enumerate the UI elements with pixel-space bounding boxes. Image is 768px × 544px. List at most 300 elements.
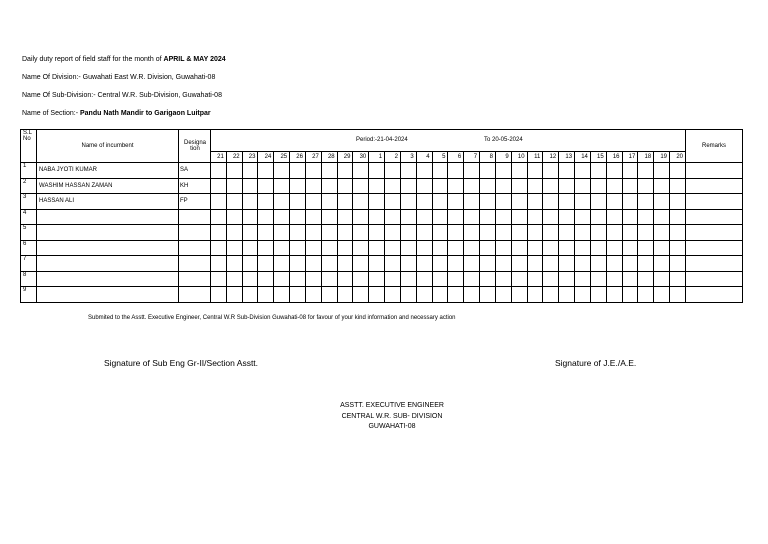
duty-cell <box>590 240 606 256</box>
duty-cell <box>606 271 622 287</box>
duty-cell <box>590 256 606 272</box>
duty-cell <box>432 287 448 303</box>
duty-cell <box>290 256 306 272</box>
duty-cell <box>464 194 480 210</box>
period-to: To 20-05-2024 <box>484 137 523 143</box>
duty-cell <box>432 256 448 272</box>
duty-cell <box>385 271 401 287</box>
duty-cell <box>670 163 686 179</box>
duty-cell <box>495 194 511 210</box>
row-remarks <box>686 240 743 256</box>
duty-cell <box>448 225 464 241</box>
report-title <box>22 56 226 63</box>
row-incumbent-name <box>37 256 179 272</box>
duty-cell <box>480 256 496 272</box>
duty-cell <box>448 240 464 256</box>
duty-cell <box>211 240 227 256</box>
col-designation-header <box>179 130 211 163</box>
row-incumbent-name: HASSAN ALI <box>37 194 179 210</box>
duty-cell <box>258 209 274 225</box>
duty-cell <box>464 209 480 225</box>
duty-cell <box>670 225 686 241</box>
duty-cell <box>511 178 527 194</box>
duty-cell <box>353 225 369 241</box>
duty-cell <box>543 240 559 256</box>
duty-cell <box>606 240 622 256</box>
duty-cell <box>274 256 290 272</box>
table-row <box>21 209 743 225</box>
row-remarks <box>686 178 743 194</box>
duty-cell <box>274 240 290 256</box>
period-header <box>211 130 686 152</box>
duty-cell <box>321 163 337 179</box>
duty-cell <box>305 256 321 272</box>
duty-cell <box>543 271 559 287</box>
duty-cell <box>400 209 416 225</box>
row-remarks <box>686 225 743 241</box>
report-title-prefix: Daily duty report of field staff for the month of <box>22 56 162 63</box>
row-designation: SA <box>179 163 211 179</box>
section-value: Pandu Nath Mandir to Garigaon Luitpar <box>79 110 211 117</box>
duty-cell <box>527 240 543 256</box>
duty-cell <box>575 163 591 179</box>
duty-cell <box>337 163 353 179</box>
duty-cell <box>559 271 575 287</box>
duty-cell <box>590 287 606 303</box>
table-row <box>21 287 743 303</box>
row-remarks <box>686 256 743 272</box>
duty-cell <box>369 271 385 287</box>
day-header-cell: 2 <box>385 152 401 163</box>
duty-cell <box>321 271 337 287</box>
duty-cell <box>638 271 654 287</box>
duty-cell <box>495 271 511 287</box>
duty-cell <box>622 271 638 287</box>
duty-cell <box>543 209 559 225</box>
day-header-cell: 16 <box>606 152 622 163</box>
duty-cell <box>369 178 385 194</box>
duty-cell <box>369 209 385 225</box>
duty-cell <box>432 271 448 287</box>
row-designation: FP <box>179 194 211 210</box>
day-header-cell: 15 <box>590 152 606 163</box>
signature-je-ae: Signature of J.E./A.E. <box>555 358 637 368</box>
duty-cell <box>305 287 321 303</box>
duty-cell <box>638 287 654 303</box>
duty-cell <box>211 178 227 194</box>
row-remarks <box>686 194 743 210</box>
duty-cell <box>590 178 606 194</box>
duty-cell <box>448 271 464 287</box>
duty-cell <box>337 194 353 210</box>
duty-cell <box>258 271 274 287</box>
duty-cell <box>226 240 242 256</box>
day-header-cell: 19 <box>654 152 670 163</box>
duty-cell <box>638 178 654 194</box>
duty-cell <box>321 178 337 194</box>
row-incumbent-name <box>37 240 179 256</box>
duty-cell <box>385 163 401 179</box>
day-header-cell: 6 <box>448 152 464 163</box>
duty-cell <box>638 163 654 179</box>
duty-cell <box>337 225 353 241</box>
day-header-cell: 30 <box>353 152 369 163</box>
duty-cell <box>242 240 258 256</box>
duty-cell <box>622 178 638 194</box>
duty-cell <box>400 178 416 194</box>
duty-cell <box>385 287 401 303</box>
row-incumbent-name: WASHIM HASSAN ZAMAN <box>37 178 179 194</box>
duty-cell <box>321 209 337 225</box>
duty-cell <box>575 178 591 194</box>
duty-cell <box>527 178 543 194</box>
duty-cell <box>305 209 321 225</box>
duty-cell <box>274 225 290 241</box>
duty-cell <box>226 178 242 194</box>
signatory-block <box>292 401 492 433</box>
duty-cell <box>606 287 622 303</box>
duty-cell <box>369 163 385 179</box>
duty-cell <box>670 256 686 272</box>
duty-cell <box>638 256 654 272</box>
duty-cell <box>495 256 511 272</box>
duty-cell <box>337 271 353 287</box>
duty-cell <box>670 209 686 225</box>
duty-cell <box>654 178 670 194</box>
duty-cell <box>226 287 242 303</box>
duty-cell <box>321 256 337 272</box>
duty-cell <box>353 194 369 210</box>
duty-cell <box>464 178 480 194</box>
duty-cell <box>416 163 432 179</box>
sub-division-name: Name Of Sub-Division:- Central W.R. Sub-Division, Guwahati-08 <box>22 92 222 99</box>
duty-cell <box>242 287 258 303</box>
duty-cell <box>226 194 242 210</box>
duty-cell <box>432 240 448 256</box>
duty-cell <box>274 209 290 225</box>
duty-cell <box>559 256 575 272</box>
table-row <box>21 256 743 272</box>
duty-cell <box>305 240 321 256</box>
duty-cell <box>606 163 622 179</box>
duty-cell <box>416 240 432 256</box>
duty-cell <box>527 225 543 241</box>
duty-cell <box>495 209 511 225</box>
duty-cell <box>290 209 306 225</box>
row-remarks <box>686 287 743 303</box>
duty-cell <box>480 240 496 256</box>
day-header-cell: 25 <box>274 152 290 163</box>
row-designation <box>179 271 211 287</box>
duty-cell <box>274 271 290 287</box>
day-header-cell: 29 <box>337 152 353 163</box>
duty-cell <box>321 194 337 210</box>
duty-cell <box>242 163 258 179</box>
duty-cell <box>480 194 496 210</box>
duty-cell <box>543 163 559 179</box>
duty-cell <box>211 287 227 303</box>
duty-cell <box>590 209 606 225</box>
duty-cell <box>242 178 258 194</box>
duty-cell <box>290 271 306 287</box>
duty-cell <box>305 163 321 179</box>
duty-cell <box>654 194 670 210</box>
row-remarks <box>686 209 743 225</box>
duty-cell <box>575 271 591 287</box>
row-sl-number: 5 <box>21 225 37 241</box>
duty-cell <box>416 287 432 303</box>
duty-cell <box>670 178 686 194</box>
duty-cell <box>400 287 416 303</box>
duty-cell <box>416 225 432 241</box>
day-header-cell: 18 <box>638 152 654 163</box>
table-row <box>21 163 743 179</box>
duty-cell <box>543 178 559 194</box>
period-from: Period:-21-04-2024 <box>356 137 408 143</box>
row-incumbent-name: NABA JYOTI KUMAR <box>37 163 179 179</box>
duty-cell <box>258 240 274 256</box>
duty-cell <box>622 194 638 210</box>
duty-cell <box>242 271 258 287</box>
duty-cell <box>511 194 527 210</box>
day-header-cell: 23 <box>242 152 258 163</box>
duty-cell <box>575 287 591 303</box>
duty-cell <box>369 194 385 210</box>
duty-cell <box>480 178 496 194</box>
table-row <box>21 178 743 194</box>
duty-cell <box>559 225 575 241</box>
row-incumbent-name <box>37 209 179 225</box>
duty-cell <box>654 225 670 241</box>
duty-cell <box>274 163 290 179</box>
day-header-cell: 22 <box>226 152 242 163</box>
duty-cell <box>337 287 353 303</box>
duty-cell <box>305 225 321 241</box>
signatory-office: CENTRAL W.R. SUB- DIVISION <box>341 412 443 420</box>
duty-cell <box>480 225 496 241</box>
duty-cell <box>337 256 353 272</box>
day-header-cell: 3 <box>400 152 416 163</box>
duty-cell <box>638 240 654 256</box>
duty-cell <box>337 240 353 256</box>
duty-cell <box>495 163 511 179</box>
row-sl-number: 9 <box>21 287 37 303</box>
col-sl-line2: No <box>23 136 31 142</box>
row-remarks <box>686 271 743 287</box>
row-designation: KH <box>179 178 211 194</box>
duty-cell <box>495 178 511 194</box>
duty-cell <box>590 194 606 210</box>
duty-cell <box>590 225 606 241</box>
duty-cell <box>543 287 559 303</box>
duty-cell <box>638 194 654 210</box>
duty-cell <box>416 209 432 225</box>
division-name: Name Of Division:- Guwahati East W.R. Division, Guwahati-08 <box>22 74 216 81</box>
duty-cell <box>258 178 274 194</box>
duty-cell <box>242 194 258 210</box>
duty-cell <box>400 271 416 287</box>
row-designation <box>179 287 211 303</box>
row-sl-number: 6 <box>21 240 37 256</box>
duty-cell <box>527 287 543 303</box>
duty-cell <box>385 225 401 241</box>
row-designation <box>179 209 211 225</box>
duty-cell <box>400 240 416 256</box>
col-sl-line1: S.L <box>23 130 33 136</box>
duty-cell <box>464 256 480 272</box>
duty-cell <box>480 287 496 303</box>
duty-cell <box>211 256 227 272</box>
signature-sub-engineer: Signature of Sub Eng Gr-II/Section Asstt. <box>104 358 259 368</box>
section-prefix: Name of Section:- <box>22 110 79 117</box>
duty-cell <box>290 178 306 194</box>
duty-cell <box>416 178 432 194</box>
duty-cell <box>226 209 242 225</box>
duty-cell <box>211 163 227 179</box>
duty-cell <box>432 225 448 241</box>
row-sl-number: 7 <box>21 256 37 272</box>
duty-cell <box>575 240 591 256</box>
duty-cell <box>211 271 227 287</box>
duty-cell <box>575 209 591 225</box>
duty-cell <box>290 240 306 256</box>
duty-cell <box>606 178 622 194</box>
duty-cell <box>305 194 321 210</box>
table-row <box>21 225 743 241</box>
duty-cell <box>385 178 401 194</box>
duty-cell <box>622 256 638 272</box>
duty-cell <box>258 194 274 210</box>
col-designation-line2: tion <box>190 146 200 152</box>
duty-cell <box>464 225 480 241</box>
duty-cell <box>543 225 559 241</box>
day-header-cell: 9 <box>495 152 511 163</box>
duty-cell <box>353 287 369 303</box>
duty-cell <box>622 225 638 241</box>
day-header-cell: 14 <box>575 152 591 163</box>
duty-cell <box>527 163 543 179</box>
duty-cell <box>638 225 654 241</box>
duty-cell <box>543 194 559 210</box>
signatory-title: ASSTT. EXECUTIVE ENGINEER <box>340 402 444 409</box>
col-sl-header <box>21 130 37 163</box>
duty-table <box>20 129 743 303</box>
duty-cell <box>606 194 622 210</box>
duty-cell <box>321 225 337 241</box>
duty-cell <box>226 256 242 272</box>
row-designation <box>179 225 211 241</box>
duty-cell <box>464 163 480 179</box>
duty-cell <box>575 256 591 272</box>
duty-cell <box>290 225 306 241</box>
duty-cell <box>242 256 258 272</box>
day-header-cell: 11 <box>527 152 543 163</box>
duty-cell <box>480 209 496 225</box>
duty-cell <box>290 163 306 179</box>
duty-cell <box>211 225 227 241</box>
duty-cell <box>274 194 290 210</box>
row-remarks <box>686 163 743 179</box>
duty-cell <box>670 287 686 303</box>
day-header-cell: 12 <box>543 152 559 163</box>
duty-cell <box>464 240 480 256</box>
duty-cell <box>258 225 274 241</box>
report-month: APRIL & MAY 2024 <box>163 56 226 63</box>
row-sl-number: 1 <box>21 163 37 179</box>
duty-cell <box>559 194 575 210</box>
duty-cell <box>543 256 559 272</box>
duty-cell <box>400 194 416 210</box>
table-row <box>21 194 743 210</box>
duty-cell <box>353 209 369 225</box>
duty-cell <box>590 163 606 179</box>
duty-cell <box>385 256 401 272</box>
duty-cell <box>242 209 258 225</box>
duty-cell <box>400 256 416 272</box>
duty-cell <box>385 194 401 210</box>
duty-cell <box>511 271 527 287</box>
day-header-cell: 17 <box>622 152 638 163</box>
duty-cell <box>400 225 416 241</box>
duty-cell <box>385 209 401 225</box>
day-header-cell: 8 <box>480 152 496 163</box>
duty-cell <box>337 209 353 225</box>
duty-cell <box>448 194 464 210</box>
duty-cell <box>416 271 432 287</box>
duty-cell <box>385 240 401 256</box>
row-incumbent-name <box>37 287 179 303</box>
duty-cell <box>448 209 464 225</box>
duty-cell <box>211 194 227 210</box>
duty-cell <box>242 225 258 241</box>
table-row <box>21 240 743 256</box>
section-name <box>22 110 211 117</box>
row-sl-number: 4 <box>21 209 37 225</box>
day-header-cell: 28 <box>321 152 337 163</box>
day-header-cell: 27 <box>305 152 321 163</box>
duty-cell <box>480 271 496 287</box>
duty-cell <box>670 240 686 256</box>
duty-cell <box>606 209 622 225</box>
duty-cell <box>258 163 274 179</box>
duty-cell <box>416 194 432 210</box>
day-header-cell: 21 <box>211 152 227 163</box>
duty-cell <box>527 194 543 210</box>
duty-cell <box>353 178 369 194</box>
col-name-header: Name of incumbent <box>37 130 179 163</box>
duty-cell <box>480 163 496 179</box>
day-header-cell: 24 <box>258 152 274 163</box>
duty-cell <box>274 287 290 303</box>
duty-cell <box>622 163 638 179</box>
duty-cell <box>575 194 591 210</box>
duty-cell <box>654 163 670 179</box>
row-incumbent-name <box>37 225 179 241</box>
duty-cell <box>353 240 369 256</box>
duty-cell <box>321 240 337 256</box>
duty-cell <box>432 178 448 194</box>
row-sl-number: 3 <box>21 194 37 210</box>
duty-cell <box>448 256 464 272</box>
duty-cell <box>511 240 527 256</box>
duty-cell <box>290 194 306 210</box>
duty-cell <box>527 271 543 287</box>
day-header-cell: 5 <box>432 152 448 163</box>
duty-cell <box>654 256 670 272</box>
duty-cell <box>464 271 480 287</box>
duty-cell <box>495 225 511 241</box>
duty-cell <box>654 209 670 225</box>
